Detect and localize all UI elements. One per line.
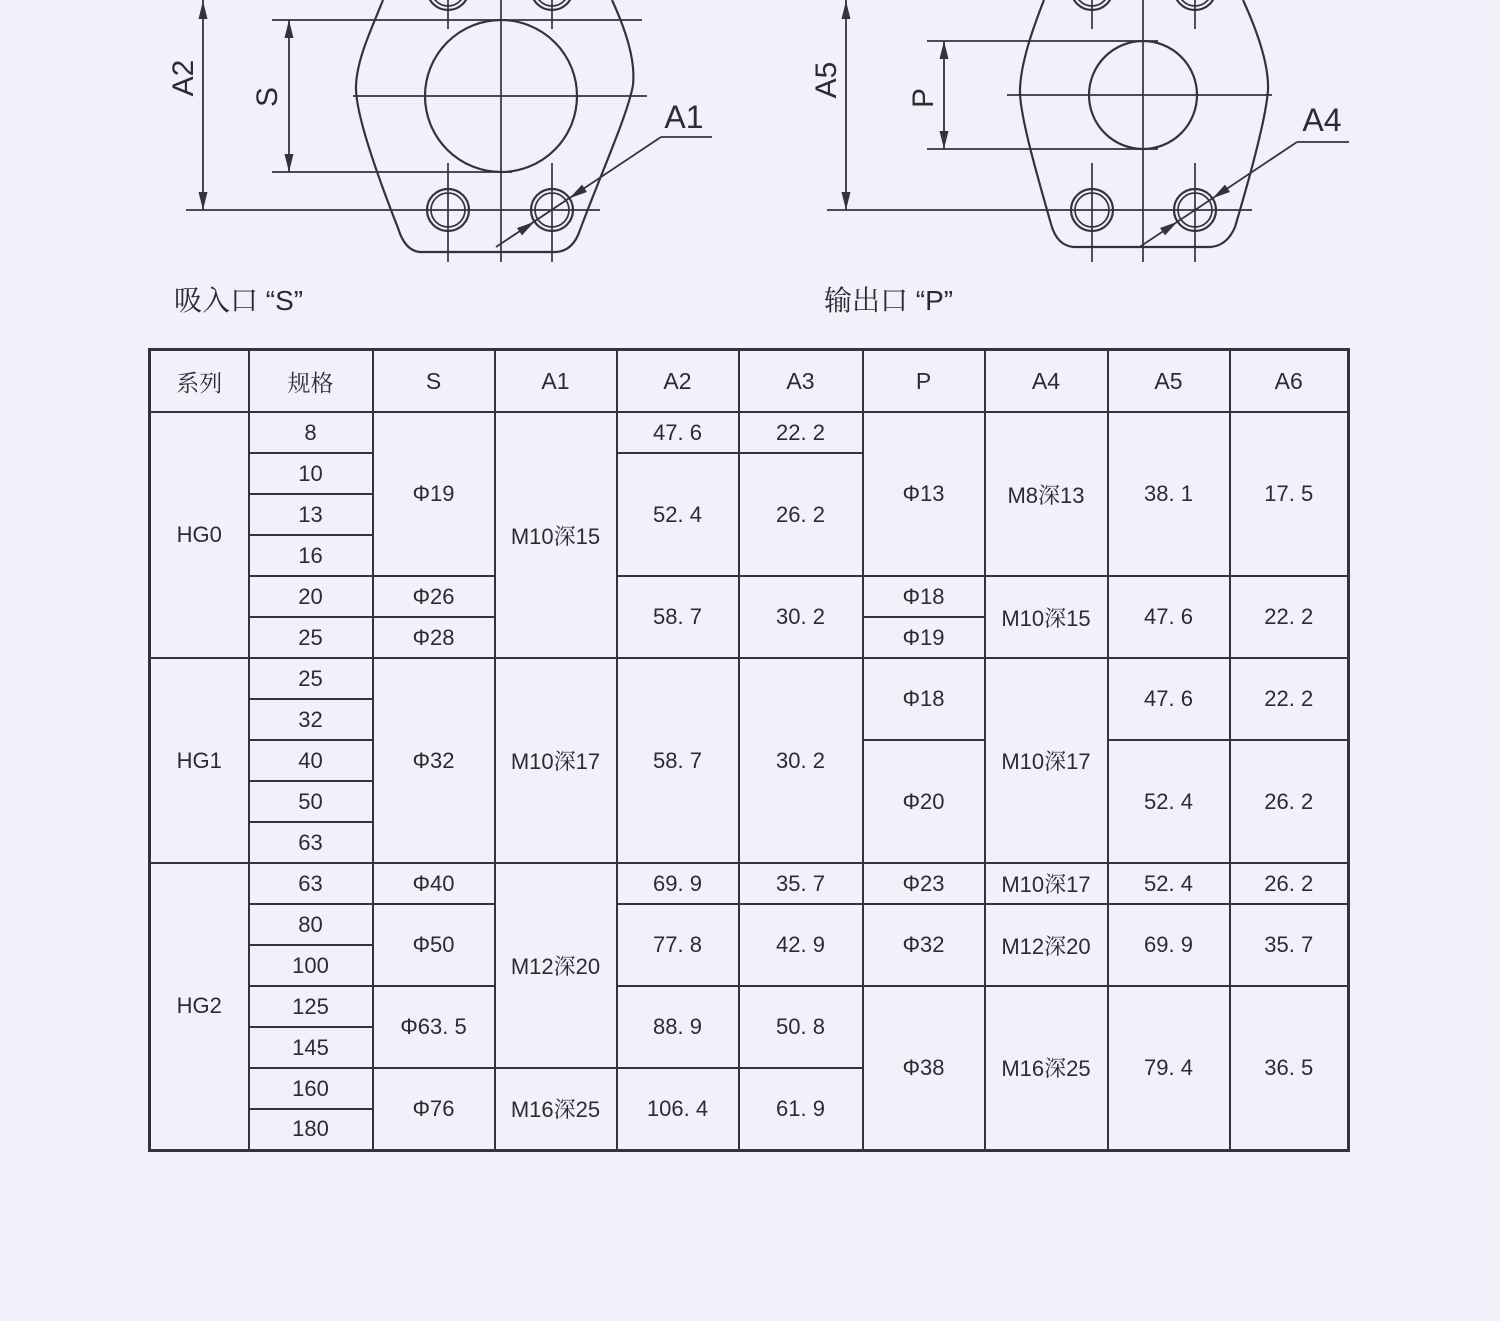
table-cell: Φ26: [373, 576, 495, 617]
table-cell: M10深17: [985, 658, 1108, 863]
table-cell: 25: [249, 658, 373, 699]
column-header: A3: [739, 350, 863, 413]
table-cell: 8: [249, 412, 373, 453]
arrowhead: [1160, 222, 1178, 236]
table-cell: 106. 4: [617, 1068, 739, 1150]
table-cell: Φ28: [373, 617, 495, 658]
table-cell: 22. 2: [1230, 658, 1349, 740]
table-cell: 30. 2: [739, 658, 863, 863]
table-cell: Φ63. 5: [373, 986, 495, 1068]
column-header: P: [863, 350, 985, 413]
table-cell: 50. 8: [739, 986, 863, 1068]
table-cell: 36. 5: [1230, 986, 1349, 1150]
dim-label-a2: A2: [167, 59, 200, 97]
table-cell: 17. 5: [1230, 412, 1349, 576]
table-cell: 69. 9: [617, 863, 739, 904]
table-cell: Φ23: [863, 863, 985, 904]
table-cell: 16: [249, 535, 373, 576]
table-cell: 180: [249, 1109, 373, 1150]
table-cell: M10深15: [495, 412, 617, 658]
table-cell: 40: [249, 740, 373, 781]
table-cell: 42. 9: [739, 904, 863, 986]
suction-port-diagram: [167, 0, 712, 262]
table-row: [150, 986, 1349, 1027]
column-header: 系列: [150, 350, 249, 413]
table-cell: M12深20: [985, 904, 1108, 986]
table-cell: 63: [249, 822, 373, 863]
table-cell: M8深13: [985, 412, 1108, 576]
table-cell: 52. 4: [1108, 740, 1230, 863]
arrowhead: [940, 131, 949, 149]
table-cell: 47. 6: [1108, 576, 1230, 658]
table-row: [150, 576, 1349, 617]
output-caption: 输出口 “P”: [824, 285, 954, 316]
table-cell: Φ50: [373, 904, 495, 986]
column-header: A4: [985, 350, 1108, 413]
table-cell: 35. 7: [739, 863, 863, 904]
table-cell: M12深20: [495, 863, 617, 1068]
dimension-table: [148, 348, 1350, 1152]
table-cell: Φ18: [863, 658, 985, 740]
table-cell: 160: [249, 1068, 373, 1109]
table-cell: 30. 2: [739, 576, 863, 658]
table-cell: Φ20: [863, 740, 985, 863]
table-cell: M16深25: [985, 986, 1108, 1150]
arrowhead: [842, 192, 851, 210]
suction-caption: 吸入口 “S”: [174, 285, 304, 316]
table-cell: M10深17: [985, 863, 1108, 904]
table-cell: 125: [249, 986, 373, 1027]
table-cell: M10深15: [985, 576, 1108, 658]
table-cell: Φ13: [863, 412, 985, 576]
table-cell: 88. 9: [617, 986, 739, 1068]
table-cell: Φ32: [373, 658, 495, 863]
table-cell: 58. 7: [617, 576, 739, 658]
column-header: A5: [1108, 350, 1230, 413]
dim-label-a5: A5: [810, 61, 843, 99]
table-cell: 22. 2: [1230, 576, 1349, 658]
leader-label-a4: A4: [1302, 102, 1342, 138]
table-cell: 10: [249, 453, 373, 494]
table-cell: Φ40: [373, 863, 495, 904]
table-cell: Φ19: [863, 617, 985, 658]
series-cell: HG0: [150, 412, 249, 658]
table-cell: 47. 6: [617, 412, 739, 453]
arrowhead: [517, 222, 535, 236]
series-cell: HG1: [150, 658, 249, 863]
leader-label-a1: A1: [664, 99, 704, 135]
table-cell: Φ76: [373, 1068, 495, 1150]
column-header: A2: [617, 350, 739, 413]
table-cell: 145: [249, 1027, 373, 1068]
column-header: 规格: [249, 350, 373, 413]
table-row: [150, 863, 1349, 904]
table-cell: 26. 2: [739, 453, 863, 576]
dim-label-p: P: [907, 87, 940, 109]
arrowhead: [842, 1, 851, 19]
arrowhead: [285, 154, 294, 172]
flange-outline: [356, 0, 633, 252]
table-cell: Φ38: [863, 986, 985, 1150]
header-row: [150, 350, 1349, 413]
table-cell: 20: [249, 576, 373, 617]
table-cell: 38. 1: [1108, 412, 1230, 576]
arrowhead: [285, 20, 294, 38]
table-cell: M10深17: [495, 658, 617, 863]
table-cell: 52. 4: [617, 453, 739, 576]
series-cell: HG2: [150, 863, 249, 1150]
arrowhead: [199, 1, 208, 19]
column-header: A1: [495, 350, 617, 413]
arrowhead: [199, 192, 208, 210]
table-cell: 35. 7: [1230, 904, 1349, 986]
dim-label-s: S: [251, 86, 284, 108]
table-cell: 47. 6: [1108, 658, 1230, 740]
arrowhead: [1213, 185, 1231, 199]
table-cell: Φ32: [863, 904, 985, 986]
table-cell: 26. 2: [1230, 740, 1349, 863]
table-cell: Φ19: [373, 412, 495, 576]
table-row: [150, 412, 1349, 453]
table-cell: M16深25: [495, 1068, 617, 1150]
table-cell: 26. 2: [1230, 863, 1349, 904]
table-cell: 63: [249, 863, 373, 904]
table-cell: 69. 9: [1108, 904, 1230, 986]
output-port-diagram: [810, 0, 1349, 262]
table-cell: 77. 8: [617, 904, 739, 986]
table-cell: 13: [249, 494, 373, 535]
table-cell: 80: [249, 904, 373, 945]
table-cell: 32: [249, 699, 373, 740]
column-header: S: [373, 350, 495, 413]
table-cell: 22. 2: [739, 412, 863, 453]
table-cell: 58. 7: [617, 658, 739, 863]
table-cell: 25: [249, 617, 373, 658]
column-header: A6: [1230, 350, 1349, 413]
arrowhead: [940, 41, 949, 59]
table-cell: 100: [249, 945, 373, 986]
table-row: [150, 904, 1349, 945]
table-cell: 61. 9: [739, 1068, 863, 1150]
arrowhead: [570, 185, 588, 199]
table-cell: 50: [249, 781, 373, 822]
table-row: [150, 658, 1349, 699]
table-cell: 52. 4: [1108, 863, 1230, 904]
table-cell: 79. 4: [1108, 986, 1230, 1150]
table-cell: Φ18: [863, 576, 985, 617]
